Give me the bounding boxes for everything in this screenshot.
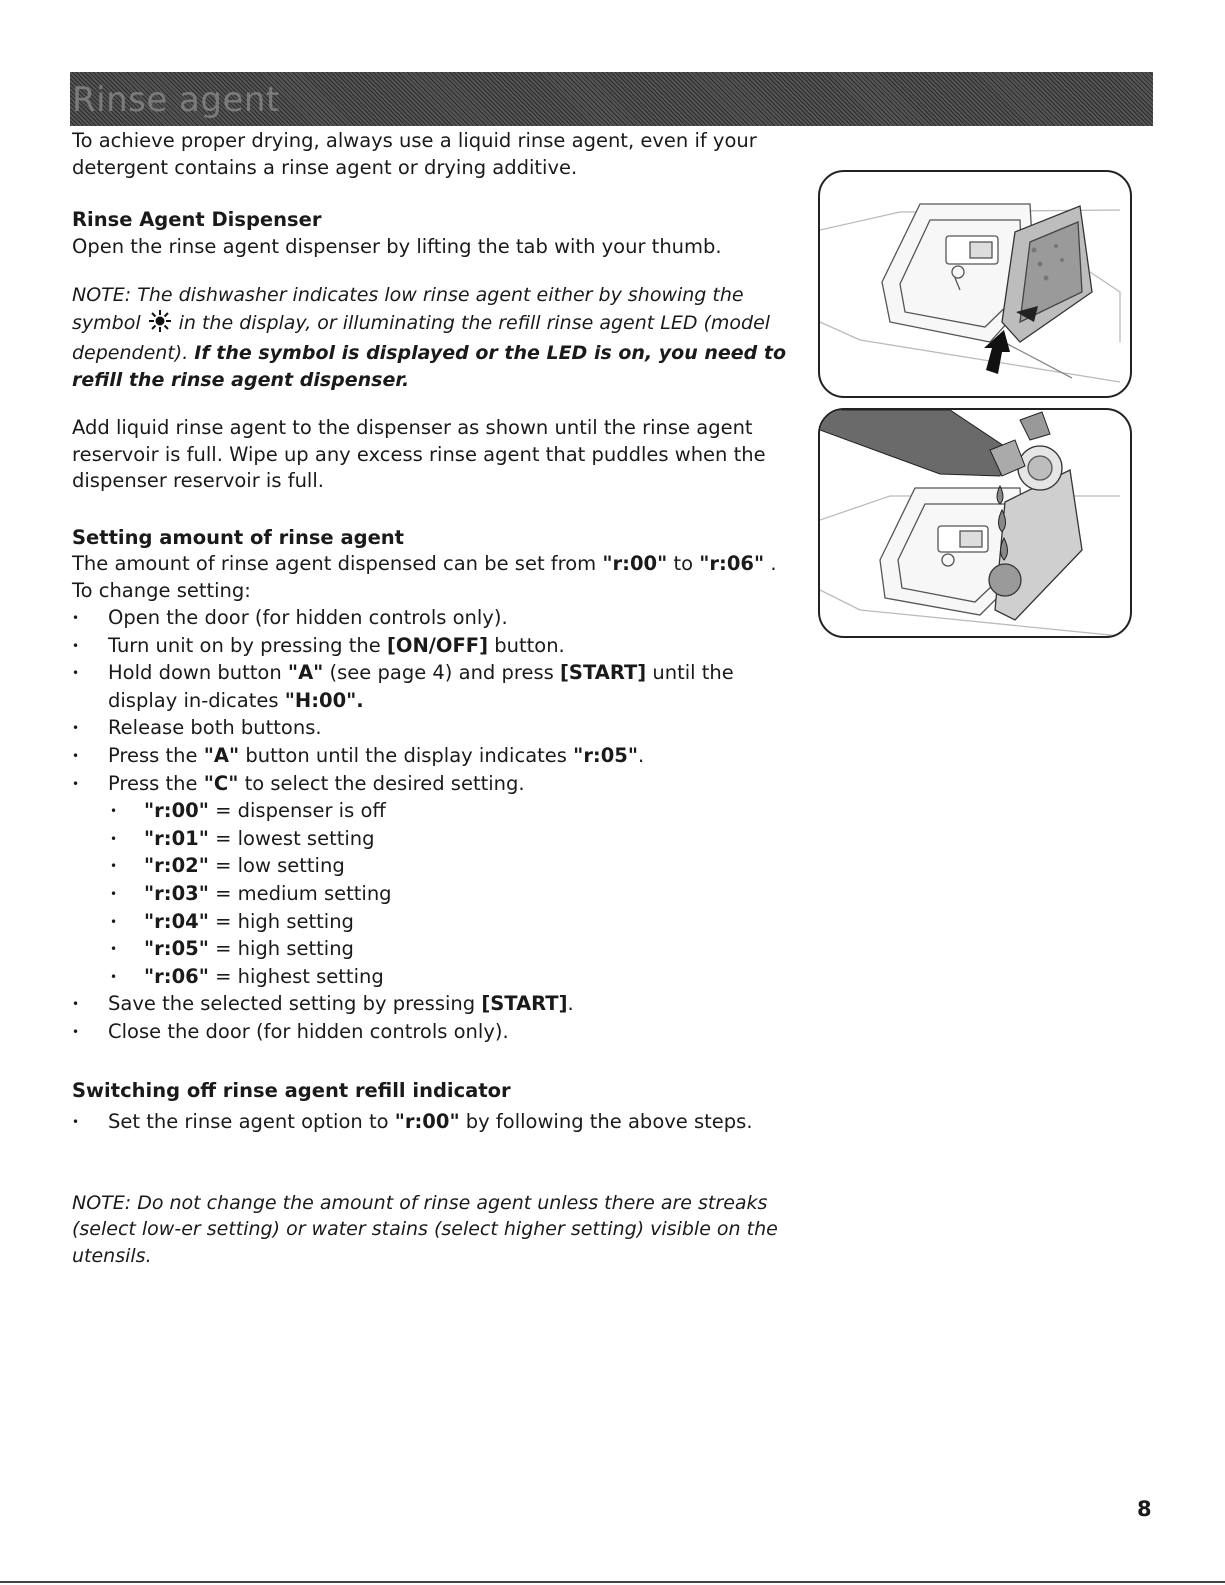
section-banner [70, 72, 1153, 126]
setting-options [72, 797, 794, 990]
note-emphasis: If the symbol is displayed or the LED is on, you need to refill the rinse agent dispenser. [72, 342, 787, 391]
option-desc: = highest setting [208, 964, 384, 988]
option-item [72, 963, 794, 991]
option-desc: = high setting [208, 909, 354, 933]
option-desc: = medium setting [208, 881, 392, 905]
option-desc: = dispenser is off [208, 799, 386, 823]
option-desc: = low setting [208, 854, 345, 878]
option-code: "r:04" [144, 909, 209, 933]
note-text-part1: NOTE: The dishwasher indicates low rinse agent either by showing the symbol [72, 284, 744, 334]
option-item [72, 797, 794, 825]
step-item [72, 604, 794, 632]
option-item [72, 825, 794, 853]
option-code: "r:06" [144, 964, 209, 988]
step-text: Save the selected setting by pressing [108, 992, 482, 1016]
step-text: . [638, 743, 645, 767]
step-item [72, 632, 794, 660]
step-keyword: "r:05" [573, 743, 639, 767]
fill-paragraph: Add liquid rinse agent to the dispenser as shown until the rinse agent reservoir is full. Wipe up any excess rinse agent that puddles when the dispenser reservoir is full. [72, 416, 766, 492]
step-text: Press the [108, 743, 204, 767]
step-text: Press the [108, 771, 204, 795]
setting-steps [72, 604, 794, 797]
step-keyword: "A" [287, 661, 324, 685]
step-item [72, 1108, 794, 1136]
intro-paragraph: To achieve proper drying, always use a liquid rinse agent, even if your detergent contains a rinse agent or drying additive. [72, 129, 757, 179]
step-text: Release both buttons. [108, 716, 322, 740]
step-text: until the display in-dicates [108, 661, 734, 712]
step-item [72, 770, 794, 798]
step-text: Close the door (for hidden controls only). [108, 1019, 509, 1043]
dispenser-instruction: Open the rinse agent dispenser by lifting the tab with your thumb. [72, 234, 722, 258]
option-item [72, 935, 794, 963]
setting-heading: Setting amount of rinse agent [72, 525, 404, 549]
step-keyword: "r:00" [394, 1110, 460, 1133]
step-text: . [567, 992, 574, 1016]
setting-range [72, 551, 794, 578]
page-number: 8 [1137, 1497, 1152, 1521]
option-code: "r:05" [144, 937, 209, 961]
option-code: "r:02" [144, 854, 209, 878]
option-desc: = lowest setting [208, 826, 375, 850]
step-keyword: "A" [203, 743, 240, 767]
step-text: to select the desired setting. [238, 771, 525, 795]
option-code: "r:03" [144, 881, 209, 905]
step-text: Open the door (for hidden controls only). [108, 606, 508, 629]
step-text: by following the above steps. [459, 1110, 753, 1133]
step-item [72, 1018, 794, 1046]
step-text: Hold down button [108, 661, 288, 685]
step-item [72, 990, 794, 1018]
step-item [72, 742, 794, 770]
setting-final-steps [72, 990, 794, 1045]
option-code: "r:00" [144, 799, 209, 823]
rinse-agent-symbol-icon [147, 309, 173, 341]
change-setting-label: To change setting: [72, 578, 251, 602]
dispenser-note [72, 282, 794, 393]
step-item [72, 659, 794, 714]
step-text: button. [488, 633, 565, 657]
step-text: button until the display indicates [239, 743, 574, 767]
range-to: to [667, 552, 700, 575]
step-keyword: "C" [203, 771, 239, 795]
note-text-part2: in the display, or illuminating the refill rinse agent LED (model dependent). [72, 311, 771, 364]
range-text: The amount of rinse agent dispensed can be set from [72, 552, 603, 575]
option-item [72, 852, 794, 880]
section-title: Rinse agent [72, 80, 280, 120]
step-item [72, 714, 794, 742]
main-content [72, 128, 794, 1269]
range-end: . [764, 552, 777, 575]
switch-off-heading: Switching off rinse agent refill indicator [72, 1078, 511, 1102]
step-keyword: "H:00". [284, 688, 364, 712]
bottom-note: NOTE: Do not change the amount of rinse agent unless there are streaks (select low-er setting) or water stains (select higher setting) visible on the utensils. [72, 1191, 778, 1267]
step-keyword: [START] [559, 661, 647, 685]
step-text: Turn unit on by pressing the [108, 633, 387, 657]
step-keyword: [START] [481, 992, 568, 1016]
range-min: "r:00" [602, 552, 668, 575]
step-text: Set the rinse agent option to [108, 1110, 395, 1133]
switch-off-steps [72, 1108, 794, 1136]
option-desc: = high setting [208, 937, 354, 961]
step-text: (see page 4) and press [323, 661, 560, 685]
dispenser-open-illustration [818, 170, 1132, 398]
bottom-rule [0, 1581, 1225, 1583]
option-item [72, 880, 794, 908]
option-code: "r:01" [144, 826, 209, 850]
dispenser-fill-illustration [818, 408, 1132, 638]
option-item [72, 908, 794, 936]
range-max: "r:06" [699, 552, 765, 575]
dispenser-heading: Rinse Agent Dispenser [72, 208, 322, 231]
step-keyword: [ON/OFF] [386, 633, 489, 657]
